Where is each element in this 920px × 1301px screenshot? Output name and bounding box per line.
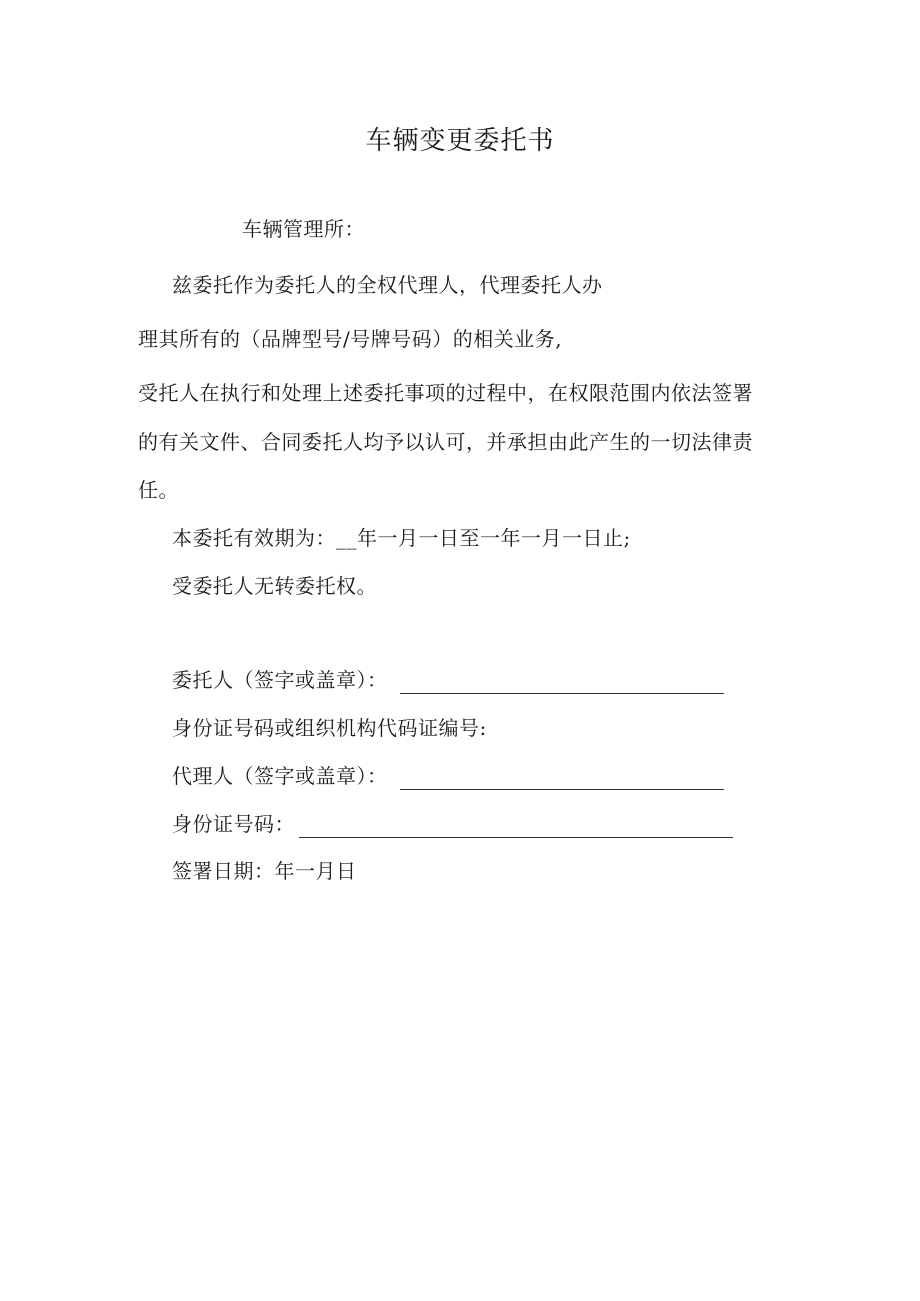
paragraph-2-line-2: 的有关文件、合同委托人均予以认可，并承担由此产生的一切法律责 bbox=[138, 430, 753, 454]
agent-id-blank[interactable] bbox=[299, 813, 733, 838]
principal-signature-row bbox=[172, 666, 724, 694]
validity-period: 本委托有效期为：__年一月一日至一年一月一日止; bbox=[172, 526, 631, 550]
agent-signature-label: 代理人（签字或盖章）： bbox=[172, 764, 388, 788]
principal-signature-label: 委托人（签字或盖章）： bbox=[172, 668, 388, 692]
agent-signature-blank[interactable] bbox=[400, 765, 724, 790]
document-title: 车辆变更委托书 bbox=[365, 126, 555, 156]
agent-id-label: 身份证号码： bbox=[172, 812, 295, 836]
paragraph-1-line-1: 兹委托作为委托人的全权代理人，代理委托人办 bbox=[172, 273, 603, 297]
agent-id-row bbox=[172, 810, 733, 838]
paragraph-2-line-1: 受托人在执行和处理上述委托事项的过程中，在权限范围内依法签署 bbox=[138, 381, 753, 405]
paragraph-2-line-3: 任。 bbox=[138, 478, 179, 502]
principal-id-label: 身份证号码或组织机构代码证编号: bbox=[172, 716, 487, 740]
sign-date: 签署日期：年一月日 bbox=[172, 859, 357, 883]
no-transfer-clause: 受委托人无转委托权。 bbox=[172, 574, 377, 598]
principal-signature-blank[interactable] bbox=[400, 669, 724, 694]
agent-signature-row bbox=[172, 762, 724, 790]
addressee: 车辆管理所： bbox=[242, 217, 365, 241]
paragraph-1-line-2: 理其所有的（品牌型号/号牌号码）的相关业务, bbox=[138, 327, 563, 351]
